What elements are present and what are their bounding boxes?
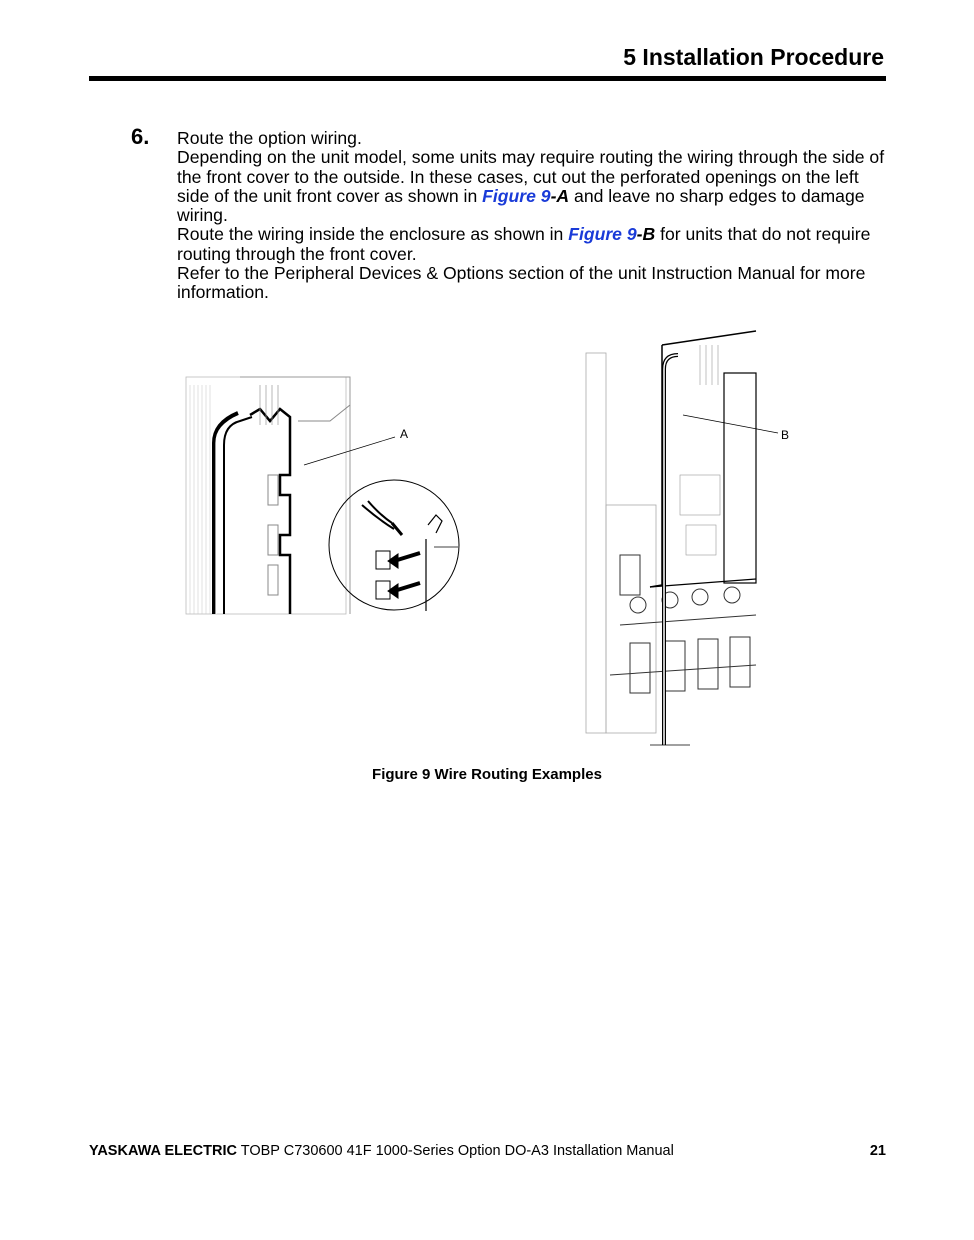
para1-text-b: and leave no sharp edges to damage wiring.: [177, 185, 865, 226]
step-body: [177, 129, 889, 303]
label-b: B: [781, 428, 790, 442]
illustration-a: [186, 377, 395, 614]
para2-text-b: for units that do not require routing through the front cover.: [177, 224, 871, 264]
step-paragraph-3: Refer to the Peripheral Devices & Options section of the unit Instruction Manual for more information.: [177, 263, 866, 303]
footer-brand: YASKAWA ELECTRIC: [89, 1143, 237, 1159]
page-number: 21: [869, 1143, 886, 1159]
step-number: 6.: [131, 124, 150, 149]
para1-text-a: Depending on the unit model, some units may require routing the wiring through the side of the front cover to the outside. In these cases, cut out the perforated openings on the left side of the unit front cover as shown in: [177, 147, 885, 206]
step-heading: Route the option wiring.: [177, 128, 362, 148]
para2-suffix: -B: [636, 224, 656, 245]
illustration-b: [586, 331, 778, 745]
step-paragraph-1: [177, 148, 889, 225]
para2-text-a: Route the wiring inside the enclosure as shown in: [177, 224, 569, 245]
label-a: A: [400, 427, 409, 441]
section-title: 5 Installation Procedure: [623, 44, 884, 70]
figure-9-link-b[interactable]: Figure 9: [568, 224, 637, 245]
wire-routing-figure: [180, 325, 790, 755]
figure-caption: Figure 9 Wire Routing Examples: [372, 766, 602, 783]
para1-suffix: -A: [550, 185, 570, 206]
step-paragraph-2: [177, 225, 889, 264]
figure-9-link-a[interactable]: Figure 9: [482, 185, 551, 206]
footer-text: [89, 1143, 674, 1159]
cutout-detail-circle: [329, 480, 459, 611]
header-rule: [89, 76, 886, 81]
footer-doc: TOBP C730600 41F 1000-Series Option DO-A3 Installation Manual: [236, 1143, 674, 1159]
